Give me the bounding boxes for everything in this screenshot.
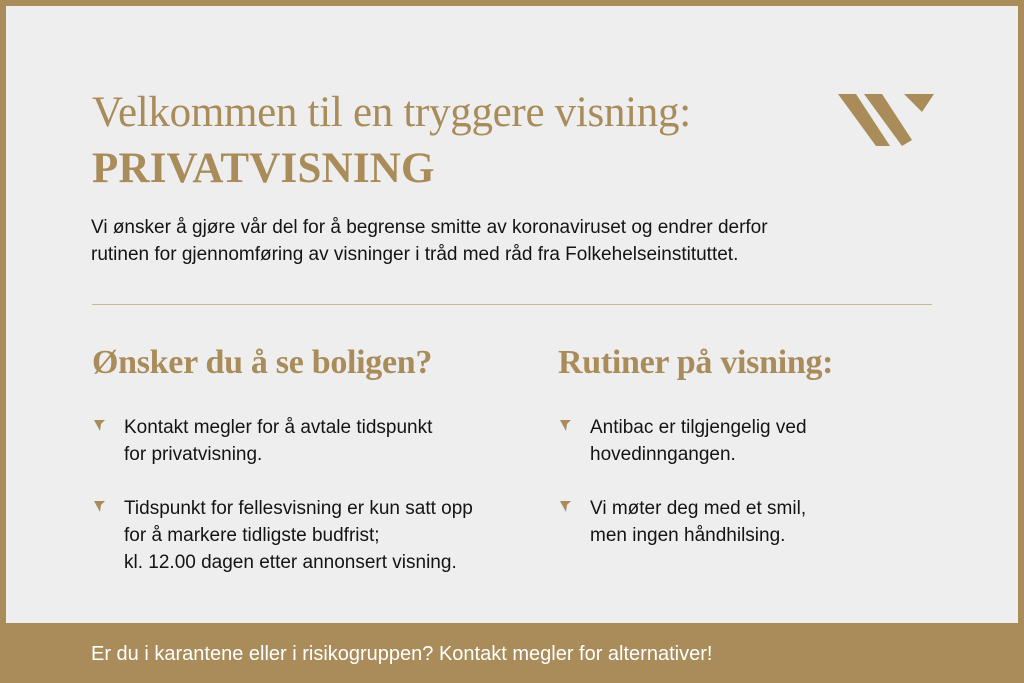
list-item-line: for å markere tidligste budfrist; bbox=[124, 525, 380, 546]
intro-line: Vi ønsker å gjøre vår del for å begrense smitte av koronaviruset og endrer derfor bbox=[91, 217, 768, 238]
arrow-bullet-icon bbox=[94, 501, 105, 512]
page-subtitle: PRIVATVISNING bbox=[92, 145, 435, 192]
list-item bbox=[558, 414, 807, 468]
list-item-line: hovedinngangen. bbox=[590, 444, 736, 465]
list-item-line: Kontakt megler for å avtale tidspunkt bbox=[124, 417, 433, 438]
divider bbox=[92, 304, 932, 305]
list-item-line: Vi møter deg med et smil, bbox=[590, 498, 807, 519]
w-logo-icon bbox=[838, 88, 934, 152]
arrow-bullet-icon bbox=[560, 501, 571, 512]
intro-line: rutinen for gjennomføring av visninger i tråd med råd fra Folkehelseinstituttet. bbox=[91, 244, 739, 265]
list-item-line: Tidspunkt for fellesvisning er kun satt opp bbox=[124, 498, 473, 519]
list-item-line: for privatvisning. bbox=[124, 444, 263, 465]
notice-card bbox=[6, 6, 1018, 623]
footer-text: Er du i karantene eller i risikogruppen? Kontakt megler for alternativer! bbox=[91, 643, 713, 665]
list-item-line: kl. 12.00 dagen etter annonsert visning. bbox=[124, 552, 457, 573]
arrow-bullet-icon bbox=[94, 420, 105, 431]
list-item-line: men ingen håndhilsing. bbox=[590, 525, 786, 546]
page-title: Velkommen til en tryggere visning: bbox=[92, 89, 691, 136]
list-item bbox=[92, 414, 473, 468]
right-bullet-list bbox=[558, 414, 807, 576]
list-item-line: Antibac er tilgjengelig ved bbox=[590, 417, 807, 438]
intro-paragraph bbox=[91, 214, 871, 268]
arrow-bullet-icon bbox=[560, 420, 571, 431]
left-bullet-list bbox=[92, 414, 473, 603]
list-item bbox=[558, 495, 807, 549]
left-column-title: Ønsker du å se boligen? bbox=[92, 344, 433, 381]
right-column-title: Rutiner på visning: bbox=[558, 344, 834, 381]
list-item bbox=[92, 495, 473, 576]
